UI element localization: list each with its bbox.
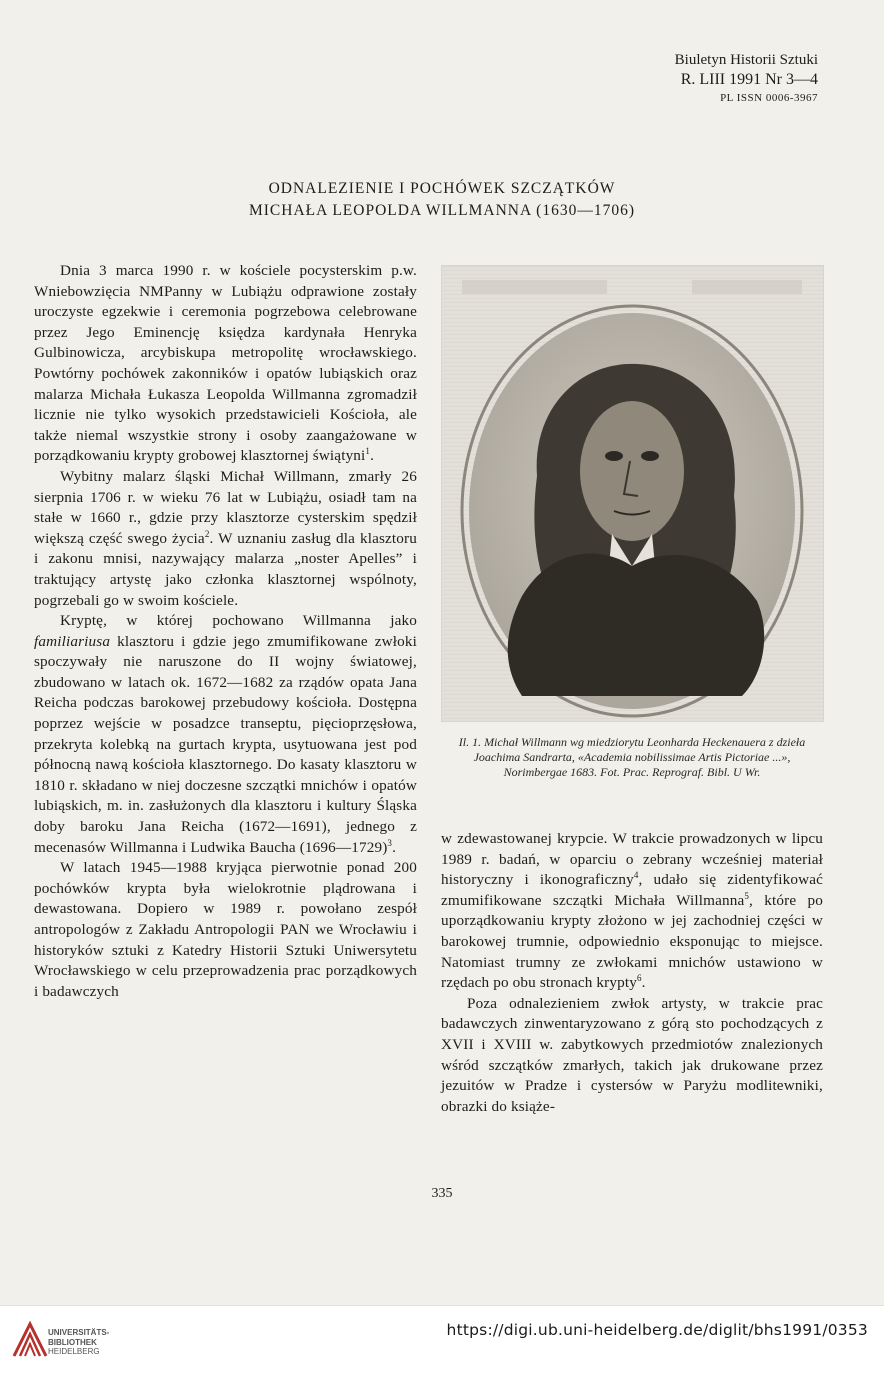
paragraph-4: W latach 1945—1988 kryjąca pierwotnie ponad 200 pochówków krypta była wielokrotnie plądrowana i dewastowana. Dopiero w 1989 r. powołano zespół antropologów z Zakładu Antropologii PAN we Wrocławiu i historyków sztuki z Katedry Historii Sztuki Uniwersytetu Wrocławskiego w celu przeprowadzenia prac porządkowych i badawczych	[34, 859, 417, 1000]
library-name: UNIVERSITÄTS- BIBLIOTHEK HEIDELBERG	[48, 1328, 110, 1356]
right-column	[441, 829, 823, 1117]
footnote-ref-6[interactable]: 6	[636, 973, 642, 984]
portrait-figure	[441, 265, 824, 722]
page-number: 335	[431, 1186, 453, 1201]
paragraph-2: Wybitny malarz śląski Michał Willmann, zmarły 26 sierpnia 1706 r. w wieku 76 lat w Lubiążu, osiadł tam na stałe w 1660 r., gdzie przy klasztorze cysterskim spędził większą część swego życia$^2$. W uznaniu zasług dla klasztoru i zakonu mnisi, nazywający malarza „noster Apelles” i traktujący artystę jako członka klasztornej wspólnoty, pogrzebali go w swoim kościele.	[34, 467, 417, 609]
document-url-link[interactable]: https://digi.ub.uni-heidelberg.de/diglit/bhs1991/0353	[446, 1321, 868, 1339]
footnote-ref-5[interactable]: 5	[744, 890, 750, 901]
paragraph-1: Dnia 3 marca 1990 r. w kościele pocysterskim p.w. Wniebowzięcia NMPanny w Lubiążu odprawione zostały uroczyste egzekwie i ceremonia pogrzebowa celebrowane przez Jego Eminencję księdza kardynała Henryka Gulbinowicza, arcybiskupa metropolitę wrocławskiego. Powtórny pochówek zakonników i opatów lubiąskich oraz malarza Michała Łukasza Leopolda Willmanna zgromadził licznie nie tylko wysokich przedstawicieli Kościoła, ale także niemal wszystkie strony i osoby zaangażowane w porządkowaniu krypty grobowej klasztornej świątyni$^1$.	[34, 262, 417, 465]
article-title	[0, 178, 884, 222]
footnote-ref-1[interactable]: 1	[365, 446, 371, 457]
footnote-ref-4[interactable]: 4	[633, 870, 639, 881]
figure-caption: Il. 1. Michał Willmann wg miedziorytu Leonharda Heckenauera z dzieła Joachima Sandrarta, «Academia nobilissimae Artis Pictoriae ...», Norimbergae 1683. Fot. Prac. Reprograf. Bibl. U Wr.	[458, 735, 806, 779]
left-column	[34, 261, 417, 1002]
paragraph-3: Kryptę, w której pochowano Willmanna jako familiariusa klasztoru i gdzie jego zmumifikowane zwłoki spoczywały nie naruszone do II wojny światowej, zbudowano w latach ok. 1672—1682 za rządów opata Jana Reicha podczas barokowej przebudowy kościoła. Dostępna poprzez wejście w posadzce transeptu, pięcioprzęsłowa, przekryta kolebką na gurtach krypta, usytuowana jest pod północną nawą kościoła klasztornego. Do kasaty klasztoru w 1810 r. składano w niej doczesne szczątki mnichów i opatów lubiąskich, m. in. zasłużonych dla klasztoru i kultury Śląska doby baroku Jana Reicha (1672—1691), jednego z mecenasów Willmanna i Ludwika Baucha (1696—1729)$^3$.	[34, 612, 417, 856]
paragraph-5: w zdewastowanej krypcie. W trakcie prowadzonych w lipcu 1989 r. badań, w oparciu o zebrany wcześniej materiał historyczny i ikonograficzny$^4$, udało się zidentyfikować zmumifikowane szczątki Michała Willmanna$^5$, które po uporządkowaniu krypty złożono w jej zachodniej części w barokowej trumnie, odpowiednio eksponując to miejsce. Natomiast trumny ze zwłokami mnichów ustawiono w rzędach po obu stronach krypty$^6$.	[441, 830, 823, 992]
journal-issn: PL ISSN 0006-3967	[720, 92, 818, 104]
paragraph-6: Poza odnalezieniem zwłok artysty, w trakcie prac badawczych zinwentaryzowano z górą sto pochodzących z XVII i XVIII w. zabytkowych przedmiotów znalezionych wśród szczątków zmarłych, takich jak drukowane przez jezuitów w Pradze i cystersów w Paryżu modlitewniki, obrazki do książe-	[441, 994, 823, 1115]
portrait-engraving-image	[442, 266, 823, 721]
journal-volume: R. LIII 1991 Nr 3—4	[680, 71, 818, 88]
viewer-footer	[0, 1305, 884, 1376]
title-line-2: MICHAŁA LEOPOLDA WILLMANNA (1630—1706)	[248, 202, 636, 219]
footnote-ref-3[interactable]: 3	[387, 837, 393, 848]
title-line-1: ODNALEZIENIE I POCHÓWEK SZCZĄTKÓW	[268, 180, 616, 197]
journal-name: Biuletyn Historii Sztuki	[674, 52, 818, 68]
journal-header	[675, 50, 818, 106]
footnote-ref-2[interactable]: 2	[204, 528, 210, 539]
